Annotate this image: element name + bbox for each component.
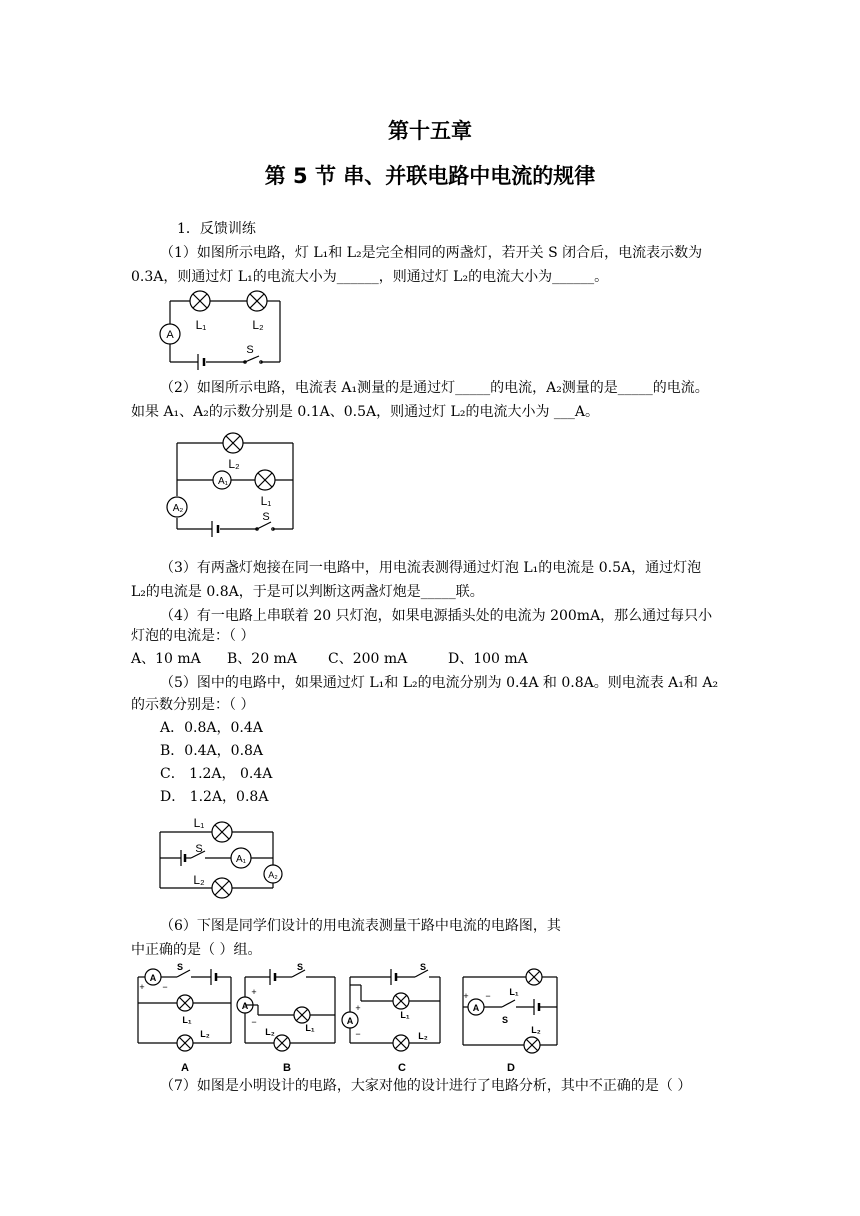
svg-text:A₁: A₁ [217, 476, 229, 487]
q2-line1: （2）如图所示电路，电流表 A₁测量的是通过灯_____的电流，A₂测量的是_____的电流。 [160, 380, 709, 396]
svg-text:−: − [355, 1029, 361, 1039]
chapter-title: 第十五章 [388, 119, 472, 143]
svg-text:L₁: L₁ [260, 494, 272, 508]
svg-text:A: A [149, 973, 157, 983]
svg-text:S: S [246, 344, 254, 356]
svg-text:L₁: L₁ [509, 987, 519, 997]
q1-line2: 0.3A，则通过灯 L₁的电流大小为______，则通过灯 L₂的电流大小为______。 [131, 269, 609, 285]
svg-text:A₁: A₁ [235, 854, 247, 865]
q4-line2: 灯泡的电流是：（ ） [131, 628, 255, 644]
svg-text:S: S [176, 962, 184, 972]
svg-text:L₁: L₁ [305, 1023, 315, 1033]
svg-text:+: + [463, 991, 469, 1001]
svg-text:L₂: L₂ [418, 1031, 428, 1041]
svg-text:S: S [501, 1015, 509, 1025]
q3-line1: （3）有两盏灯炮接在同一电路中，用电流表测得通过灯泡 L₁的电流是 0.5A，通过灯泡 [160, 560, 702, 576]
svg-text:S: S [419, 962, 427, 972]
q6-label-a: A [181, 1062, 189, 1074]
svg-text:L₁: L₁ [195, 318, 207, 332]
q6-circuit-a [135, 962, 235, 1060]
svg-text:L₂: L₂ [252, 318, 264, 332]
q6-label-c: C [398, 1062, 406, 1074]
q2-circuit-diagram [165, 428, 295, 538]
q4-line1: （4）有一电路上串联着 20 只灯泡，如果电源插头处的电流为 200mA，那么通过每只小 [160, 608, 713, 624]
section-title: 第 5 节 串、并联电路中电流的规律 [264, 164, 596, 188]
svg-text:L₂: L₂ [531, 1025, 541, 1035]
q5-option-c: C． 1.2A， 0.4A [160, 766, 273, 782]
svg-text:L₂: L₂ [200, 1029, 210, 1039]
svg-text:L₁: L₁ [193, 816, 205, 830]
svg-text:+: + [139, 982, 145, 992]
svg-text:A: A [241, 1001, 249, 1011]
svg-text:−: − [162, 982, 168, 992]
q5-option-a: A．0.8A，0.4A [160, 720, 263, 736]
svg-text:A₂: A₂ [172, 503, 184, 514]
svg-text:A: A [166, 329, 174, 341]
q5-option-d: D． 1.2A，0.8A [160, 789, 269, 805]
q6-line1: （6）下图是同学们设计的用电流表测量干路中电流的电路图，其 [160, 918, 561, 934]
svg-text:A₂: A₂ [268, 870, 278, 880]
svg-text:−: − [251, 1017, 257, 1027]
q6-circuit-b [240, 962, 340, 1060]
section-heading: 1．反馈训练 [177, 221, 256, 237]
svg-text:+: + [355, 1003, 361, 1013]
q4-option-a: A、10 mA [131, 651, 201, 667]
svg-text:L₁: L₁ [182, 1015, 192, 1025]
q3-line2: L₂的电流是 0.8A，于是可以判断这两盏灯炮是_____联。 [131, 584, 484, 600]
q1-line1: （1）如图所示电路，灯 L₁和 L₂是完全相同的两盏灯，若开关 S 闭合后，电流表示数为 [160, 245, 703, 261]
svg-text:L₂: L₂ [265, 1027, 275, 1037]
q4-option-d: D、100 mA [448, 651, 528, 667]
q7-line1: （7）如图是小明设计的电路，大家对他的设计进行了电路分析，其中不正确的是（ ） [160, 1078, 692, 1094]
svg-text:−: − [485, 991, 491, 1001]
q4-option-c: C、200 mA [328, 651, 408, 667]
svg-text:A: A [472, 1003, 480, 1013]
svg-text:+: + [251, 987, 257, 997]
svg-text:L₂: L₂ [193, 873, 205, 887]
q5-option-b: B．0.4A，0.8A [160, 743, 264, 759]
q5-line2: 的示数分别是：（ ） [131, 697, 255, 713]
q1-circuit-diagram [155, 288, 285, 368]
svg-text:S: S [262, 511, 270, 523]
q2-line2: 如果 A₁、A₂的示数分别是 0.1A、0.5A，则通过灯 L₂的电流大小为 ___A。 [131, 404, 600, 420]
q6-circuit-c [345, 962, 445, 1060]
svg-text:S: S [296, 962, 304, 972]
q5-circuit-diagram [155, 812, 295, 897]
q6-circuit-d [460, 965, 560, 1060]
svg-text:L₂: L₂ [228, 457, 240, 471]
svg-text:L₁: L₁ [400, 1010, 410, 1020]
q6-label-d: D [507, 1062, 515, 1074]
q6-line2: 中正确的是（ ）组。 [131, 942, 262, 958]
q6-label-b: B [283, 1062, 291, 1074]
svg-text:S: S [195, 843, 203, 855]
svg-text:A: A [346, 1016, 354, 1026]
q4-option-b: B、20 mA [227, 651, 297, 667]
q5-line1: （5）图中的电路中，如果通过灯 L₁和 L₂的电流分别为 0.4A 和 0.8A。则电流表 A₁和 A₂ [160, 675, 719, 691]
